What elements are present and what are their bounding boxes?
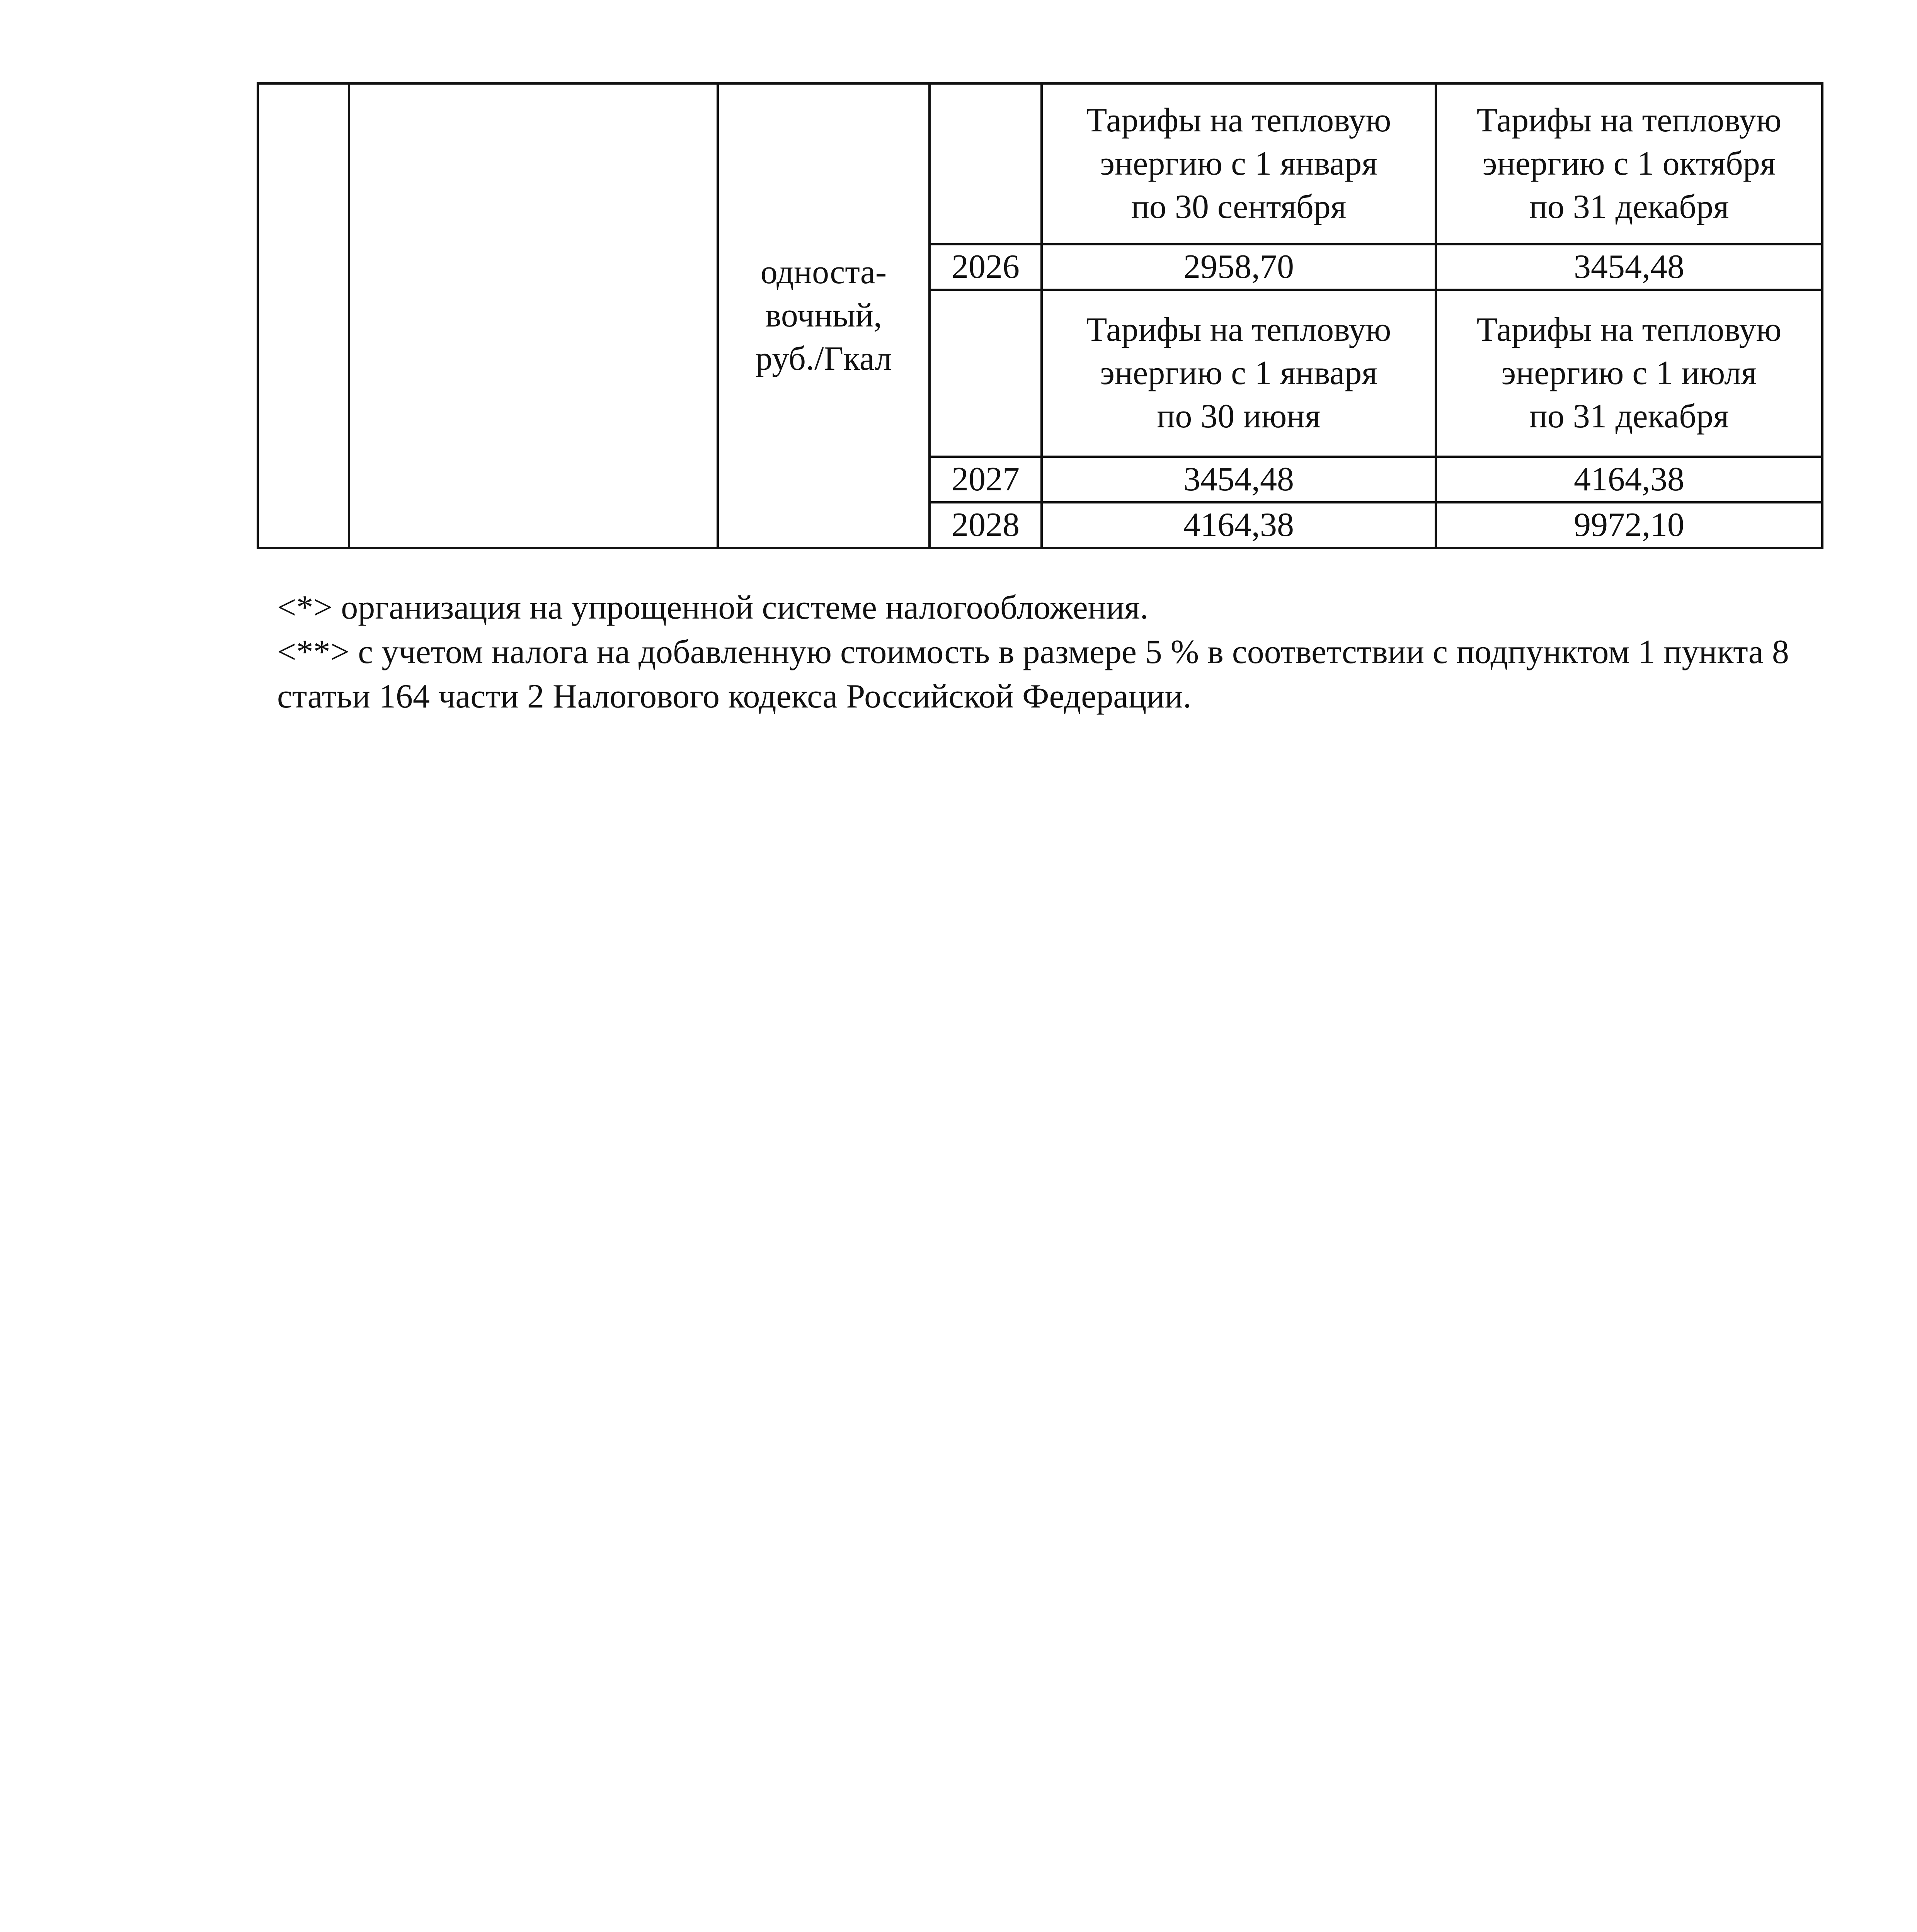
period-header-line: по 30 сентября xyxy=(1131,188,1347,226)
period-header-2026-first xyxy=(1042,83,1436,244)
period-header-2026-second xyxy=(1436,83,1822,244)
tariff-table xyxy=(257,82,1823,549)
tariff-value-cell: 3454,48 xyxy=(1436,244,1822,290)
tariff-value-cell: 9972,10 xyxy=(1436,502,1822,548)
unit-line: вочный, xyxy=(765,297,882,334)
period-header-line: Тарифы на тепловую xyxy=(1086,102,1391,139)
period-header-2027-first xyxy=(1042,290,1436,457)
year-cell: 2027 xyxy=(930,457,1042,502)
tariff-value-cell: 4164,38 xyxy=(1436,457,1822,502)
tariff-value-cell: 4164,38 xyxy=(1042,502,1436,548)
unit-cell xyxy=(718,83,930,548)
period-header-line: энергию с 1 января xyxy=(1100,145,1377,182)
period-header-line: по 31 декабря xyxy=(1529,188,1729,226)
unit-line: руб./Гкал xyxy=(755,340,892,378)
period-header-line: энергию с 1 июля xyxy=(1501,354,1757,392)
tariff-value-cell: 3454,48 xyxy=(1042,457,1436,502)
period-header-line: энергию с 1 октября xyxy=(1482,145,1776,182)
year-cell: 2026 xyxy=(930,244,1042,290)
period-header-2027-second xyxy=(1436,290,1822,457)
footnotes xyxy=(277,585,1823,719)
organization-cell xyxy=(349,83,718,548)
period-header-line: энергию с 1 января xyxy=(1100,354,1377,392)
row-number-cell xyxy=(258,83,349,548)
unit-line: односта- xyxy=(760,253,887,291)
period-header-line: Тарифы на тепловую xyxy=(1086,311,1391,349)
period-header-line: Тарифы на тепловую xyxy=(1476,102,1782,139)
footnote-vat: <**> с учетом налога на добавленную стоимость в размере 5 % в соответствии с подпунктом 1 пункта 8 статьи 164 части 2 Налогового кодекса Российской Федерации. xyxy=(277,633,1789,715)
year-cell: 2028 xyxy=(930,502,1042,548)
period-header-line: Тарифы на тепловую xyxy=(1476,311,1782,349)
period-header-line: по 30 июня xyxy=(1157,398,1321,435)
period-header-line: по 31 декабря xyxy=(1529,398,1729,435)
footnote-simplified-taxation: <*> организация на упрощенной системе налогообложения. xyxy=(277,589,1149,626)
year-header-empty-cell xyxy=(930,290,1042,457)
tariff-value-cell: 2958,70 xyxy=(1042,244,1436,290)
year-header-empty-cell xyxy=(930,83,1042,244)
